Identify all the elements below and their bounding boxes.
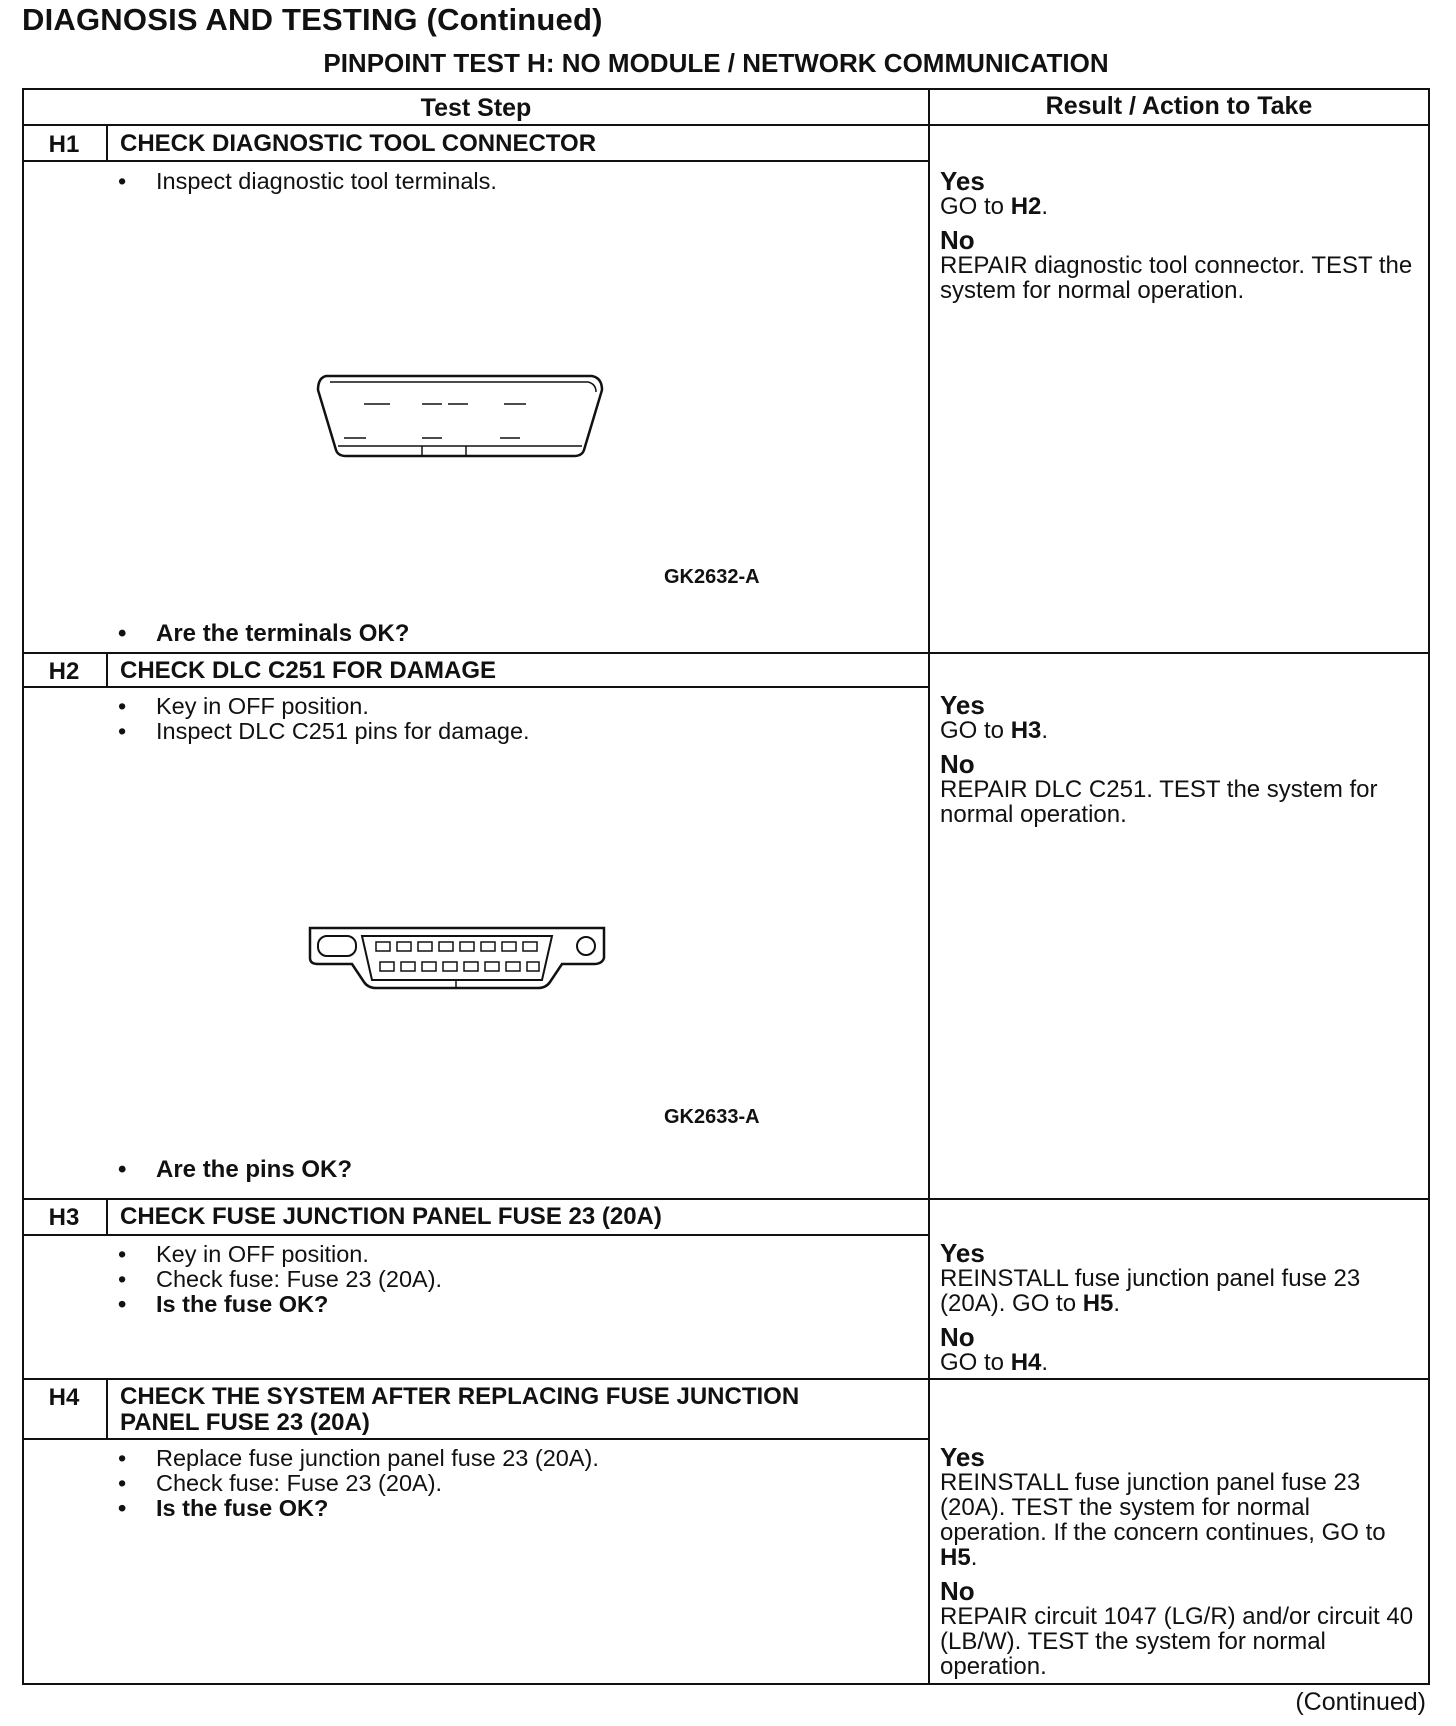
h2-title-divider [24, 686, 928, 688]
result-yes-text: GO to [940, 193, 1005, 220]
bullet-item: • Key in OFF position. [118, 1242, 442, 1267]
bullet-item: • Key in OFF position. [118, 694, 530, 719]
result-yes-action: GO to H2. [940, 193, 1049, 220]
step-bullets-h3 [118, 1242, 442, 1317]
result-no-label: No [940, 1322, 975, 1352]
result-no-label: No [940, 1576, 975, 1606]
section-title: DIAGNOSIS AND TESTING (Continued) [22, 2, 603, 37]
figure-caption-h1: GK2632-A [664, 566, 760, 588]
result-no-label: No [940, 749, 975, 779]
pinpoint-test-title [0, 48, 1456, 79]
result-yes-text: REINSTALL fuse junction panel fuse 23 (20A). GO to [940, 1265, 1361, 1317]
result-yes-ref: H5 [1082, 1290, 1114, 1317]
h2-id-divider [106, 652, 108, 688]
step-id-h1: H1 [48, 131, 80, 158]
header-result-action: Result / Action to Take [1045, 92, 1313, 120]
step-title-h2: CHECK DLC C251 FOR DAMAGE [120, 657, 497, 684]
result-yes-text: GO to [940, 717, 1005, 744]
step-id-h3: H3 [48, 1204, 80, 1231]
bullet-item: • Inspect diagnostic tool terminals. [118, 169, 497, 194]
result-no-action: GO to H4. [940, 1349, 1049, 1376]
dlc-mount-hole-right [577, 937, 595, 955]
connector-inner-outline [330, 382, 596, 392]
result-no-text: REPAIR DLC C251. TEST the system for normal operation. [940, 776, 1378, 828]
h1-title-divider [24, 160, 928, 162]
step-bullets-h1 [118, 169, 497, 194]
h3-id-divider [106, 1198, 108, 1236]
step-id-h2: H2 [48, 658, 80, 685]
result-h2 [940, 690, 1420, 835]
figure-caption-h2: GK2633-A [664, 1106, 760, 1128]
pinpoint-test-title-text: PINPOINT TEST H: NO MODULE / NETWORK COMMUNICATION [323, 48, 1109, 78]
step-bullets-h2 [118, 694, 530, 744]
result-no-ref: H4 [1010, 1349, 1042, 1376]
step-bullets-h4 [118, 1446, 599, 1521]
dlc-pin-row-top [376, 942, 537, 951]
step-id-h4: H4 [48, 1384, 80, 1411]
pinpoint-test-table [22, 88, 1430, 1685]
continued-label: (Continued) [1295, 1688, 1426, 1716]
result-yes-ref: H5 [940, 1544, 971, 1571]
row-divider [24, 1378, 1428, 1380]
result-yes-action: GO to H3. [940, 717, 1049, 744]
bullet-item: • Inspect DLC C251 pins for damage. [118, 719, 530, 744]
result-no-label: No [940, 225, 975, 255]
step-title-h4 [120, 1384, 799, 1436]
result-yes-ref: H2 [1010, 193, 1042, 220]
row-divider [24, 1198, 1428, 1200]
result-yes-ref: H3 [1010, 717, 1042, 744]
step-title-h4-line1: CHECK THE SYSTEM AFTER REPLACING FUSE JUNCTION [120, 1383, 800, 1410]
step-title-h3: CHECK FUSE JUNCTION PANEL FUSE 23 (20A) [120, 1203, 662, 1230]
h4-id-divider [106, 1378, 108, 1440]
header-test-step: Test Step [420, 94, 532, 122]
result-yes-label: Yes [940, 1442, 985, 1472]
h1-id-divider [106, 124, 108, 161]
result-no-text: REPAIR circuit 1047 (LG/R) and/or circuit 40 (LB/W). TEST the system for normal operation. [940, 1603, 1414, 1680]
result-yes-action: REINSTALL fuse junction panel fuse 23 (20A). TEST the system for normal operation. If the concern continues, GO to H5. [940, 1469, 1386, 1571]
result-yes-text: REINSTALL fuse junction panel fuse 23 (20A). TEST the system for normal operation. If the concern continues, GO to [940, 1469, 1386, 1546]
step-question-h2: • Are the pins OK? [118, 1156, 352, 1184]
result-h1 [940, 166, 1420, 311]
step-question-h1: • Are the terminals OK? [118, 620, 409, 648]
result-h3 [940, 1238, 1420, 1383]
result-yes-action: REINSTALL fuse junction panel fuse 23 (20A). GO to H5. [940, 1265, 1361, 1317]
connector-outline [318, 376, 602, 456]
diagnostic-tool-connector-figure [314, 372, 606, 462]
header-divider [24, 124, 1428, 126]
result-yes-label: Yes [940, 690, 985, 720]
result-yes-label: Yes [940, 1238, 985, 1268]
step-title-h1: CHECK DIAGNOSTIC TOOL CONNECTOR [120, 130, 597, 157]
dlc-pin-row-bottom [380, 962, 539, 971]
result-no-text: GO to [940, 1349, 1005, 1376]
dlc-mount-slot-left [318, 936, 356, 956]
h3-title-divider [24, 1234, 928, 1236]
column-divider [928, 90, 930, 1683]
step-question-h3: • Is the fuse OK? [118, 1292, 442, 1317]
h4-title-divider [24, 1438, 928, 1440]
result-yes-label: Yes [940, 166, 985, 196]
step-question-h4: • Is the fuse OK? [118, 1496, 599, 1521]
dlc-c251-connector-figure [304, 922, 610, 998]
bullet-item: • Replace fuse junction panel fuse 23 (20A). [118, 1446, 599, 1471]
result-no-text: REPAIR diagnostic tool connector. TEST the system for normal operation. [940, 252, 1413, 304]
step-title-h4-line2: PANEL FUSE 23 (20A) [120, 1409, 370, 1436]
row-divider [24, 652, 1428, 654]
bullet-item: • Check fuse: Fuse 23 (20A). [118, 1471, 599, 1496]
bullet-item: • Check fuse: Fuse 23 (20A). [118, 1267, 442, 1292]
result-h4 [940, 1442, 1420, 1687]
